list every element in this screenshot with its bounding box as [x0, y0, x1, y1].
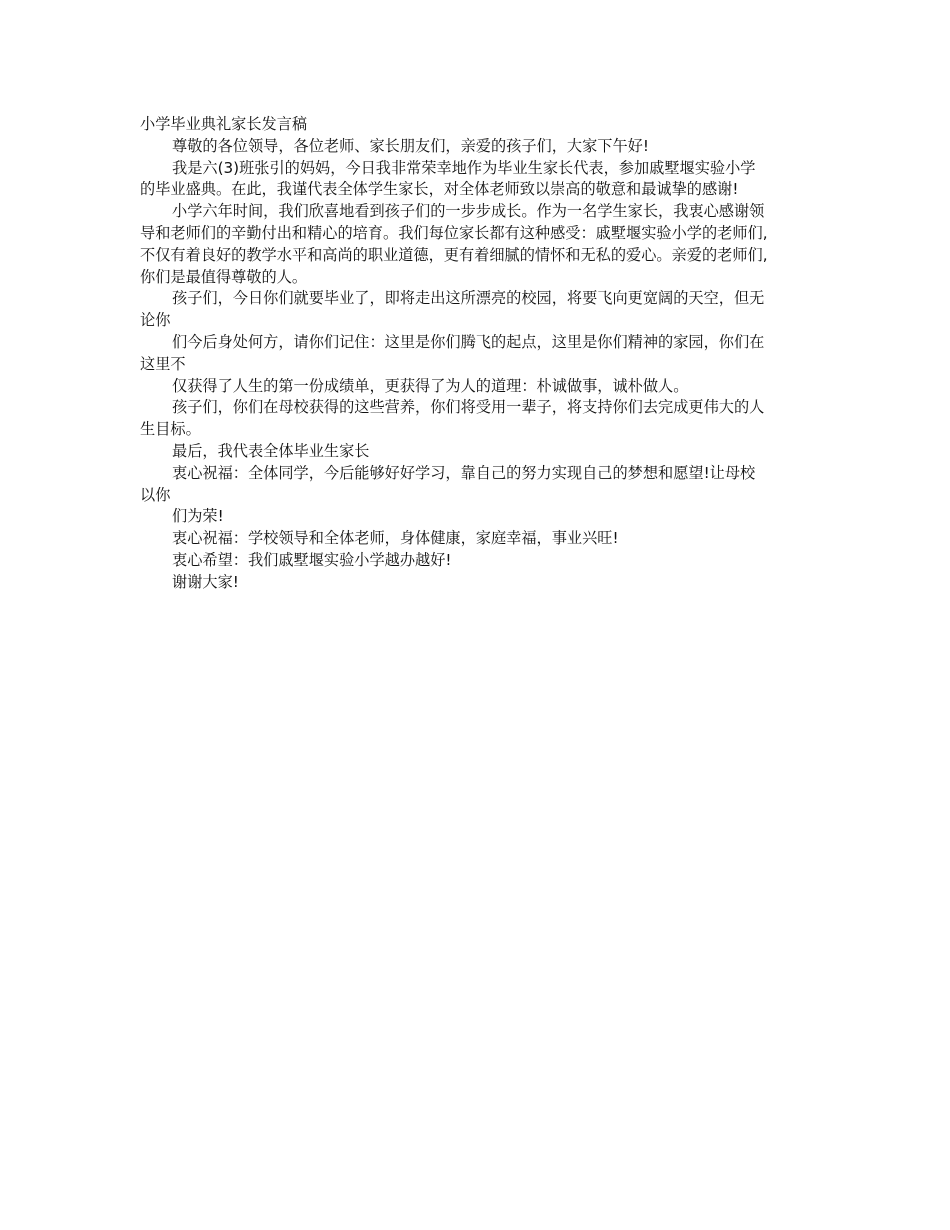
text-line: 导和老师们的辛勤付出和精心的培育。我们每位家长都有这种感受：戚墅堰实验小学的老师们,	[140, 223, 768, 242]
text-line: 衷心祝福：全体同学，今后能够好好学习，靠自己的努力实现自己的梦想和愿望!让母校	[172, 463, 756, 482]
text-line: 衷心希望：我们戚墅堰实验小学越办越好!	[172, 550, 452, 569]
text-line: 以你	[140, 485, 171, 504]
text-line: 你们是最值得尊敬的人。	[140, 267, 308, 286]
text-line: 仅获得了人生的第一份成绩单，更获得了为人的道理：朴诚做事，诚朴做人。	[172, 376, 689, 395]
text-line: 们今后身处何方，请你们记住：这里是你们腾飞的起点，这里是你们精神的家园，你们在	[172, 332, 765, 351]
text-line: 的毕业盛典。在此，我谨代表全体学生家长，对全体老师致以崇高的敬意和最诚挚的感谢!	[140, 180, 739, 199]
text-line: 我是六(3)班张引的妈妈，今日我非常荣幸地作为毕业生家长代表，参加戚墅堰实验小学	[172, 158, 756, 177]
closing-line: 谢谢大家!	[172, 572, 239, 591]
greeting-line: 尊敬的各位领导，各位老师、家长朋友们，亲爱的孩子们，大家下午好!	[172, 136, 649, 155]
document-body	[140, 114, 820, 594]
text-line: 孩子们，今日你们就要毕业了，即将走出这所漂亮的校园，将要飞向更宽阔的天空，但无	[172, 289, 765, 308]
document-title: 小学毕业典礼家长发言稿	[140, 115, 308, 133]
text-line: 们为荣!	[172, 507, 224, 526]
text-line: 最后，我代表全体毕业生家长	[172, 441, 370, 460]
text-line: 小学六年时间，我们欣喜地看到孩子们的一步步成长。作为一名学生家长，我衷心感谢领	[172, 202, 765, 221]
text-line: 不仅有着良好的教学水平和高尚的职业道德，更有着细腻的情怀和无私的爱心。亲爱的老师们,	[140, 245, 768, 264]
text-line: 这里不	[140, 354, 186, 373]
text-line: 论你	[140, 311, 171, 330]
text-line: 孩子们，你们在母校获得的这些营养，你们将受用一辈子，将支持你们去完成更伟大的人	[172, 398, 765, 417]
text-line: 生目标。	[140, 420, 201, 439]
text-line: 衷心祝福：学校领导和全体老师，身体健康，家庭幸福，事业兴旺!	[172, 529, 619, 548]
